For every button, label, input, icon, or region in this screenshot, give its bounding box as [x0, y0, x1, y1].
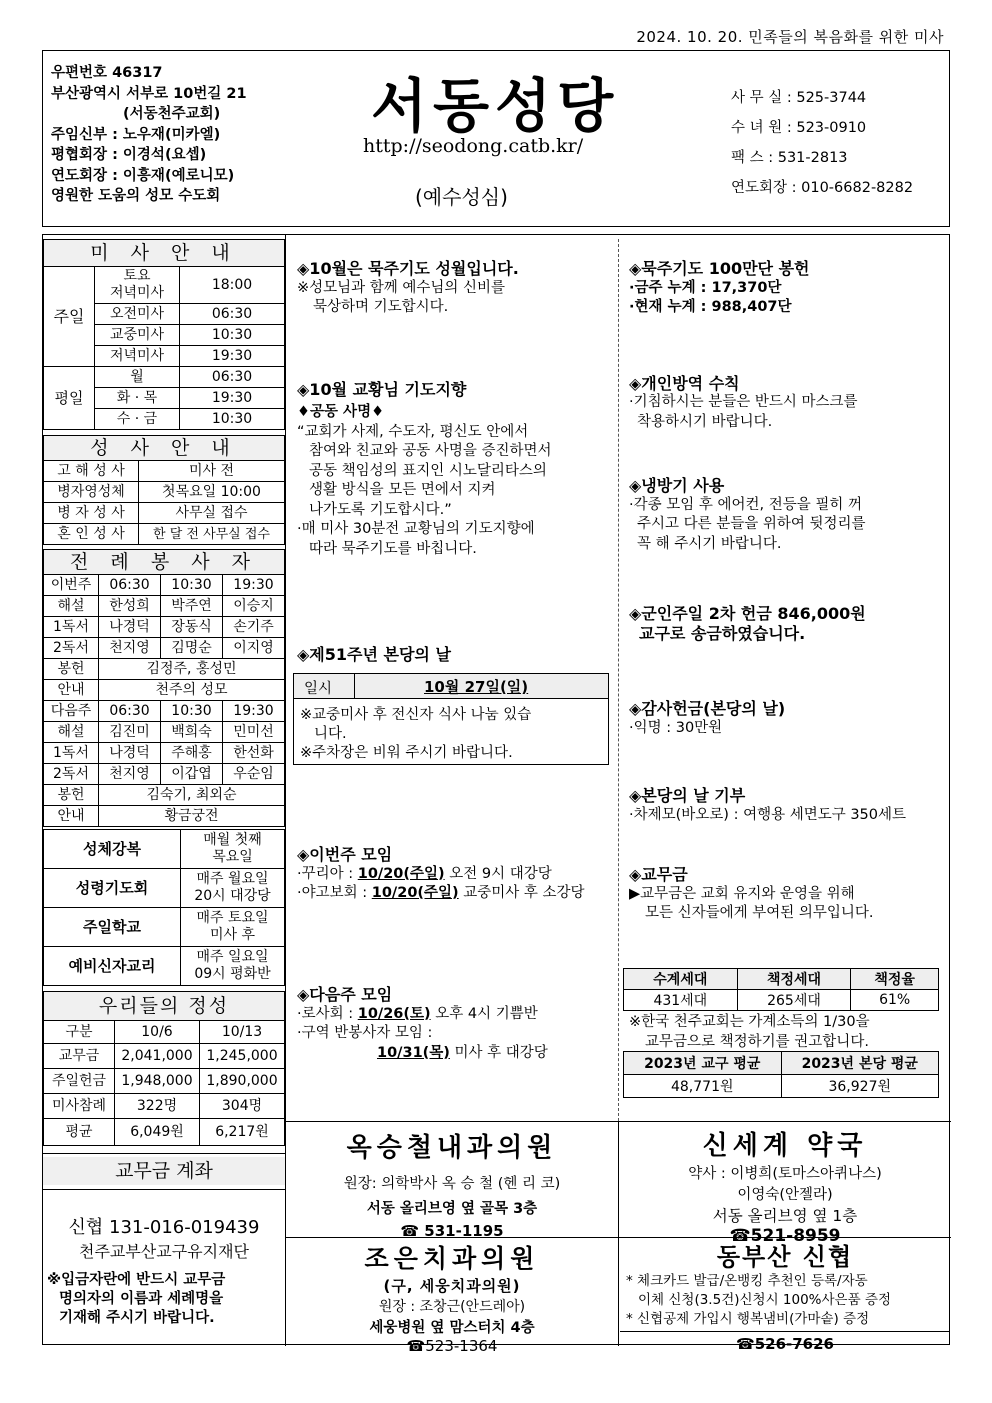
schedule-name: 주일학교: [44, 908, 181, 947]
pharmacy-name: 신세계 약국: [702, 1131, 868, 1161]
sacrament-value: 사무실 접수: [139, 503, 285, 524]
mass-name: 화 · 목: [95, 388, 180, 409]
column-right: [629, 259, 906, 924]
donation-text: ·차제모(바오로) : 여행용 세면도구 350세트: [629, 806, 907, 823]
thanks-offering-text: ·익명 : 30만원: [629, 719, 723, 736]
rosary-offering-title: ◈묵주기도 100만단 봉헌: [629, 259, 810, 278]
pharmacy-pharmacist: 약사 : 이병희(토마스아퀴나스): [688, 1166, 882, 1182]
rosary-current-total: ·현재 누계 : 988,407단: [629, 299, 792, 315]
pharmacy-address: 서동 올리브영 옆 1층: [712, 1207, 858, 1225]
aircon-title: ◈냉방기 사용: [629, 476, 725, 495]
servers-row: 이번주 06:30 10:30 19:30: [44, 575, 285, 596]
mass-time: 10:30: [180, 409, 285, 430]
yeondo-phone: 연도회장 : 010-6682-8282: [731, 180, 914, 196]
meeting-item: ·꾸리아 : 10/20(주일) 오전 9시 대강당: [297, 865, 552, 882]
sacrament-name: 병 자 성 사: [44, 503, 139, 524]
clinic2-address: 세웅병원 옆 맘스터치 4층: [369, 1320, 535, 1336]
mass-name: 교중미사: [95, 325, 180, 346]
schedule-name: 예비신자교리: [44, 947, 181, 986]
ad-pharmacy: [620, 1125, 950, 1246]
sacrament-name: 혼 인 성 사: [44, 524, 139, 545]
pope-intention-subtitle: ♦공동 사명♦: [297, 404, 385, 420]
mass-name: 월: [95, 367, 180, 388]
mass-time: 06:30: [180, 367, 285, 388]
offerings-head: 우리들의 정성: [44, 992, 285, 1021]
pope-intention-text: 참여와 친교와 공동 사명을 증진하면서: [309, 443, 552, 459]
rosary-month-title: ◈10월은 묵주기도 성월입니다.: [297, 259, 519, 278]
column-middle: [297, 259, 552, 559]
offerings-row: 평균 6,049원 6,217원: [44, 1119, 285, 1146]
header-left-info: [51, 63, 247, 207]
schedule-time: 매주 일요일 09시 평화반: [181, 947, 285, 986]
quarantine-text: ·기침하시는 분들은 반드시 마스크를: [629, 394, 858, 410]
mass-schedule-table: [43, 239, 285, 430]
servers-table: [43, 549, 285, 827]
account-holder: 천주교부산교구유지재단: [78, 1242, 250, 1261]
servers-row: 다음주 06:30 10:30 19:30: [44, 701, 285, 722]
aircon-text: 꼭 해 주시기 바랍니다.: [637, 535, 782, 552]
sacrament-name: 고 해 성 사: [44, 461, 139, 482]
dues-text: 모든 신자들에게 부여된 의무입니다.: [645, 905, 874, 921]
meeting-item: ·구역 반봉사자 모임 :: [297, 1025, 433, 1041]
bank-benefit: * 신협공제 가입시 행복냄비(가마솥) 증정: [626, 1311, 870, 1327]
bank-benefit: * 체크카드 발급/온뱅킹 추천인 등록/자동: [626, 1273, 868, 1289]
anniversary-date-label: 일시: [304, 681, 333, 697]
anniversary-date: 10월 27일(일): [424, 678, 529, 696]
schedule-time: 매월 첫째 목요일: [181, 830, 285, 869]
offerings-table: [43, 991, 285, 1146]
quarantine-title: ◈개인방역 수칙: [629, 373, 740, 393]
meeting-item: ·야고보회 : 10/20(주일) 교중미사 후 소강당: [297, 885, 585, 901]
mass-time: 19:30: [180, 388, 285, 409]
header-box: [42, 50, 950, 227]
offerings-row: 구분 10/6 10/13: [44, 1021, 285, 1044]
servers-row: 2독서 천지영 이갑엽 우순임: [44, 764, 285, 785]
anniversary-section: [297, 645, 451, 665]
ad-dental-clinic: [286, 1239, 618, 1355]
pope-intention-text: “교회가 사제, 수도자, 평신도 안에서: [297, 423, 529, 440]
pope-intention-title: ◈10월 교황님 기도지향: [297, 379, 467, 399]
next-week-meetings-title: ◈다음주 모임: [297, 985, 393, 1004]
dues-note: ※한국 천주교회는 가계소득의 1/30을 교무금으로 책정하기를 권고합니다.: [629, 1014, 870, 1050]
sacrament-value: 미사 전: [139, 461, 285, 482]
office-phone: 사 무 실 : 525-3744: [731, 90, 867, 106]
pope-intention-text: 공동 책임성의 표지인 시노달리타스의: [309, 462, 547, 479]
schedule-time: 매주 토요일 미사 후: [181, 908, 285, 947]
mass-name: 저녁미사: [95, 346, 180, 367]
pope-intention-text: 나가도록 기도합시다.”: [309, 501, 452, 518]
week-theme: (예수성심): [415, 185, 508, 209]
pope-intention-text: ·매 미사 30분전 교황님의 기도지향에: [297, 521, 535, 537]
main-box: [42, 234, 950, 1355]
this-week-meetings: [297, 845, 585, 904]
convent: 영원한 도움의 성모 수도회: [51, 188, 221, 204]
servers-row: 해설 한성희 박주연 이승지: [44, 596, 285, 617]
pastor: 주임신부 : 노우재(미카엘): [51, 126, 221, 143]
military-collection-title: ◈군인주일 2차 헌금 846,000원: [629, 604, 866, 623]
schedule-name: 성령기도회: [44, 869, 181, 908]
bank-name: 동부산 신협: [716, 1243, 854, 1271]
servers-row: 안내 천주의 성모: [44, 680, 285, 701]
schedule-time: 매주 월요일 20시 대강당: [181, 869, 285, 908]
offerings-row: 교무금 2,041,000 1,245,000: [44, 1044, 285, 1069]
servers-row: 봉헌 김숙기, 최외순: [44, 785, 285, 806]
fax: 팩 스 : 531-2813: [731, 150, 848, 166]
next-week-meetings: [297, 985, 548, 1063]
pope-intention-text: 생활 방식을 모든 면에서 지켜: [309, 482, 496, 498]
church-url[interactable]: http://seodong.catb.kr/: [363, 135, 584, 157]
address: 부산광역시 서부로 10번길 21: [51, 85, 247, 102]
clinic2-director: 원장 : 조창근(안드레아): [378, 1299, 526, 1315]
account-number: 신협 131-016-019439: [68, 1217, 260, 1238]
aircon-text: 주시고 다른 분들을 위하여 뒷정리를: [637, 516, 866, 532]
servers-row: 1독서 나경덕 장동식 손기주: [44, 617, 285, 638]
servers-row: 안내 황금궁전: [44, 806, 285, 827]
thanks-offering-title: ◈감사헌금(본당의 날): [629, 699, 786, 718]
servers-row: 해설 김진미 백희숙 민미선: [44, 722, 285, 743]
postal-code: 우편번호 46317: [51, 65, 163, 81]
military-collection-title: 교구로 송금하였습니다.: [639, 623, 806, 643]
sacrament-table: [43, 435, 285, 545]
aircon-text: ·각종 모임 후 에어컨, 전등을 필히 꺼: [629, 496, 862, 513]
mass-name: 토요 저녁미사: [95, 267, 180, 304]
rosary-weekly-total: ·금주 누계 : 17,370단: [629, 279, 782, 296]
clinic2-former: (구, 세웅치과의원): [383, 1277, 521, 1295]
clinic2-phone: ☎523-1364: [406, 1337, 498, 1355]
sacrament-name: 병자영성체: [44, 482, 139, 503]
mass-time: 10:30: [180, 325, 285, 346]
mass-head: 미 사 안 내: [44, 240, 285, 267]
offerings-row: 주일헌금 1,948,000 1,890,000: [44, 1069, 285, 1094]
ad-internal-clinic: [286, 1127, 618, 1240]
mass-time: 18:00: [180, 267, 285, 304]
pope-intention-text: 따라 묵주기도를 바칩니다.: [309, 540, 477, 557]
yeondo-president: 연도회장 : 이흥재(예로니모): [51, 167, 235, 184]
pharmacy-pharmacist2: 이영숙(안젤라): [737, 1187, 833, 1203]
clinic1-address: 서동 올리브영 옆 골목 3층: [366, 1201, 538, 1217]
servers-head: 전 례 봉 사 자: [44, 550, 285, 575]
anniversary-title: ◈제51주년 본당의 날: [297, 645, 451, 664]
account-box: [43, 1153, 285, 1346]
anniversary-note: ※주차장은 비워 주시기 바랍니다.: [300, 745, 513, 761]
quarantine-text: 착용하시기 바랍니다.: [637, 413, 773, 430]
account-head: 교무금 계좌: [43, 1157, 285, 1185]
anniversary-note: ※교중미사 후 전신자 식사 나눔 있습: [300, 707, 532, 723]
schedule-name: 성체강복: [44, 830, 181, 869]
mass-time: 19:30: [180, 346, 285, 367]
sacrament-value: 첫목요일 10:00: [139, 482, 285, 503]
rosary-month-text: 묵상하며 기도합시다.: [313, 299, 449, 315]
mass-name: 오전미사: [95, 304, 180, 325]
mass-time: 06:30: [180, 304, 285, 325]
clinic1-director: 원장: 의학박사 옥 승 철 (헨 리 코): [343, 1176, 561, 1192]
dues-table: 수계세대 책정세대 책정율 431세대 265세대 61%: [623, 968, 939, 1011]
church-title: 서동성당: [371, 72, 620, 140]
schedules-table: [43, 829, 285, 986]
weekday-label: 평일: [44, 367, 95, 430]
anniversary-box: [293, 673, 609, 765]
account-note: ※입금자란에 반드시 교무금 명의자의 이름과 세례명을 기재해 주시기 바랍니다.: [47, 1272, 226, 1326]
sacrament-head: 성 사 안 내: [44, 436, 285, 461]
anniversary-note: 니다.: [314, 726, 347, 742]
bank-benefit: 이체 신청(3.5건)신청시 100%사은품 증정: [638, 1292, 892, 1308]
offerings-row: 미사참례 322명 304명: [44, 1094, 285, 1119]
servers-row: 2독서 천지영 김명순 이지영: [44, 638, 285, 659]
clinic2-name: 조은치과의원: [364, 1244, 540, 1273]
this-week-meetings-title: ◈이번주 모임: [297, 845, 393, 864]
bank-phone: ☎526-7626: [736, 1335, 834, 1353]
meeting-item: ·로사회 : 10/26(토) 오후 4시 기쁨반: [297, 1005, 538, 1022]
bulletin-date: 2024. 10. 20. 민족들의 복음화를 위한 미사: [636, 28, 944, 46]
dues-text: ▶교무금은 교회 유지와 운영을 위해: [629, 885, 855, 902]
contact-info: [731, 83, 913, 203]
dues-title: ◈교무금: [629, 865, 688, 884]
council-president: 평협회장 : 이경석(요셉): [51, 147, 207, 163]
convent-phone: 수 녀 원 : 523-0910: [731, 120, 867, 136]
sacrament-value: 한 달 전 사무실 접수: [139, 524, 285, 545]
ad-credit-union: [620, 1237, 950, 1353]
clinic1-name: 옥승철내과의원: [346, 1133, 558, 1163]
sunday-label: 주일: [44, 267, 95, 367]
dues-average-table: 2023년 교구 평균 2023년 본당 평균 48,771원 36,927원: [623, 1051, 939, 1098]
church-name-sub: (서동천주교회): [123, 106, 221, 122]
clinic1-phone: ☎ 531-1195: [400, 1222, 504, 1240]
servers-row: 봉헌 김정주, 홍성민: [44, 659, 285, 680]
meeting-item: 10/31(목) 미사 후 대강당: [377, 1044, 548, 1061]
donation-title: ◈본당의 날 기부: [629, 786, 746, 805]
pharmacy-phone: ☎521-8959: [729, 1226, 841, 1246]
mass-name: 수 · 금: [95, 409, 180, 430]
rosary-month-text: ※성모님과 함께 예수님의 신비를: [297, 279, 506, 296]
servers-row: 1독서 나경덕 주해홍 한선화: [44, 743, 285, 764]
